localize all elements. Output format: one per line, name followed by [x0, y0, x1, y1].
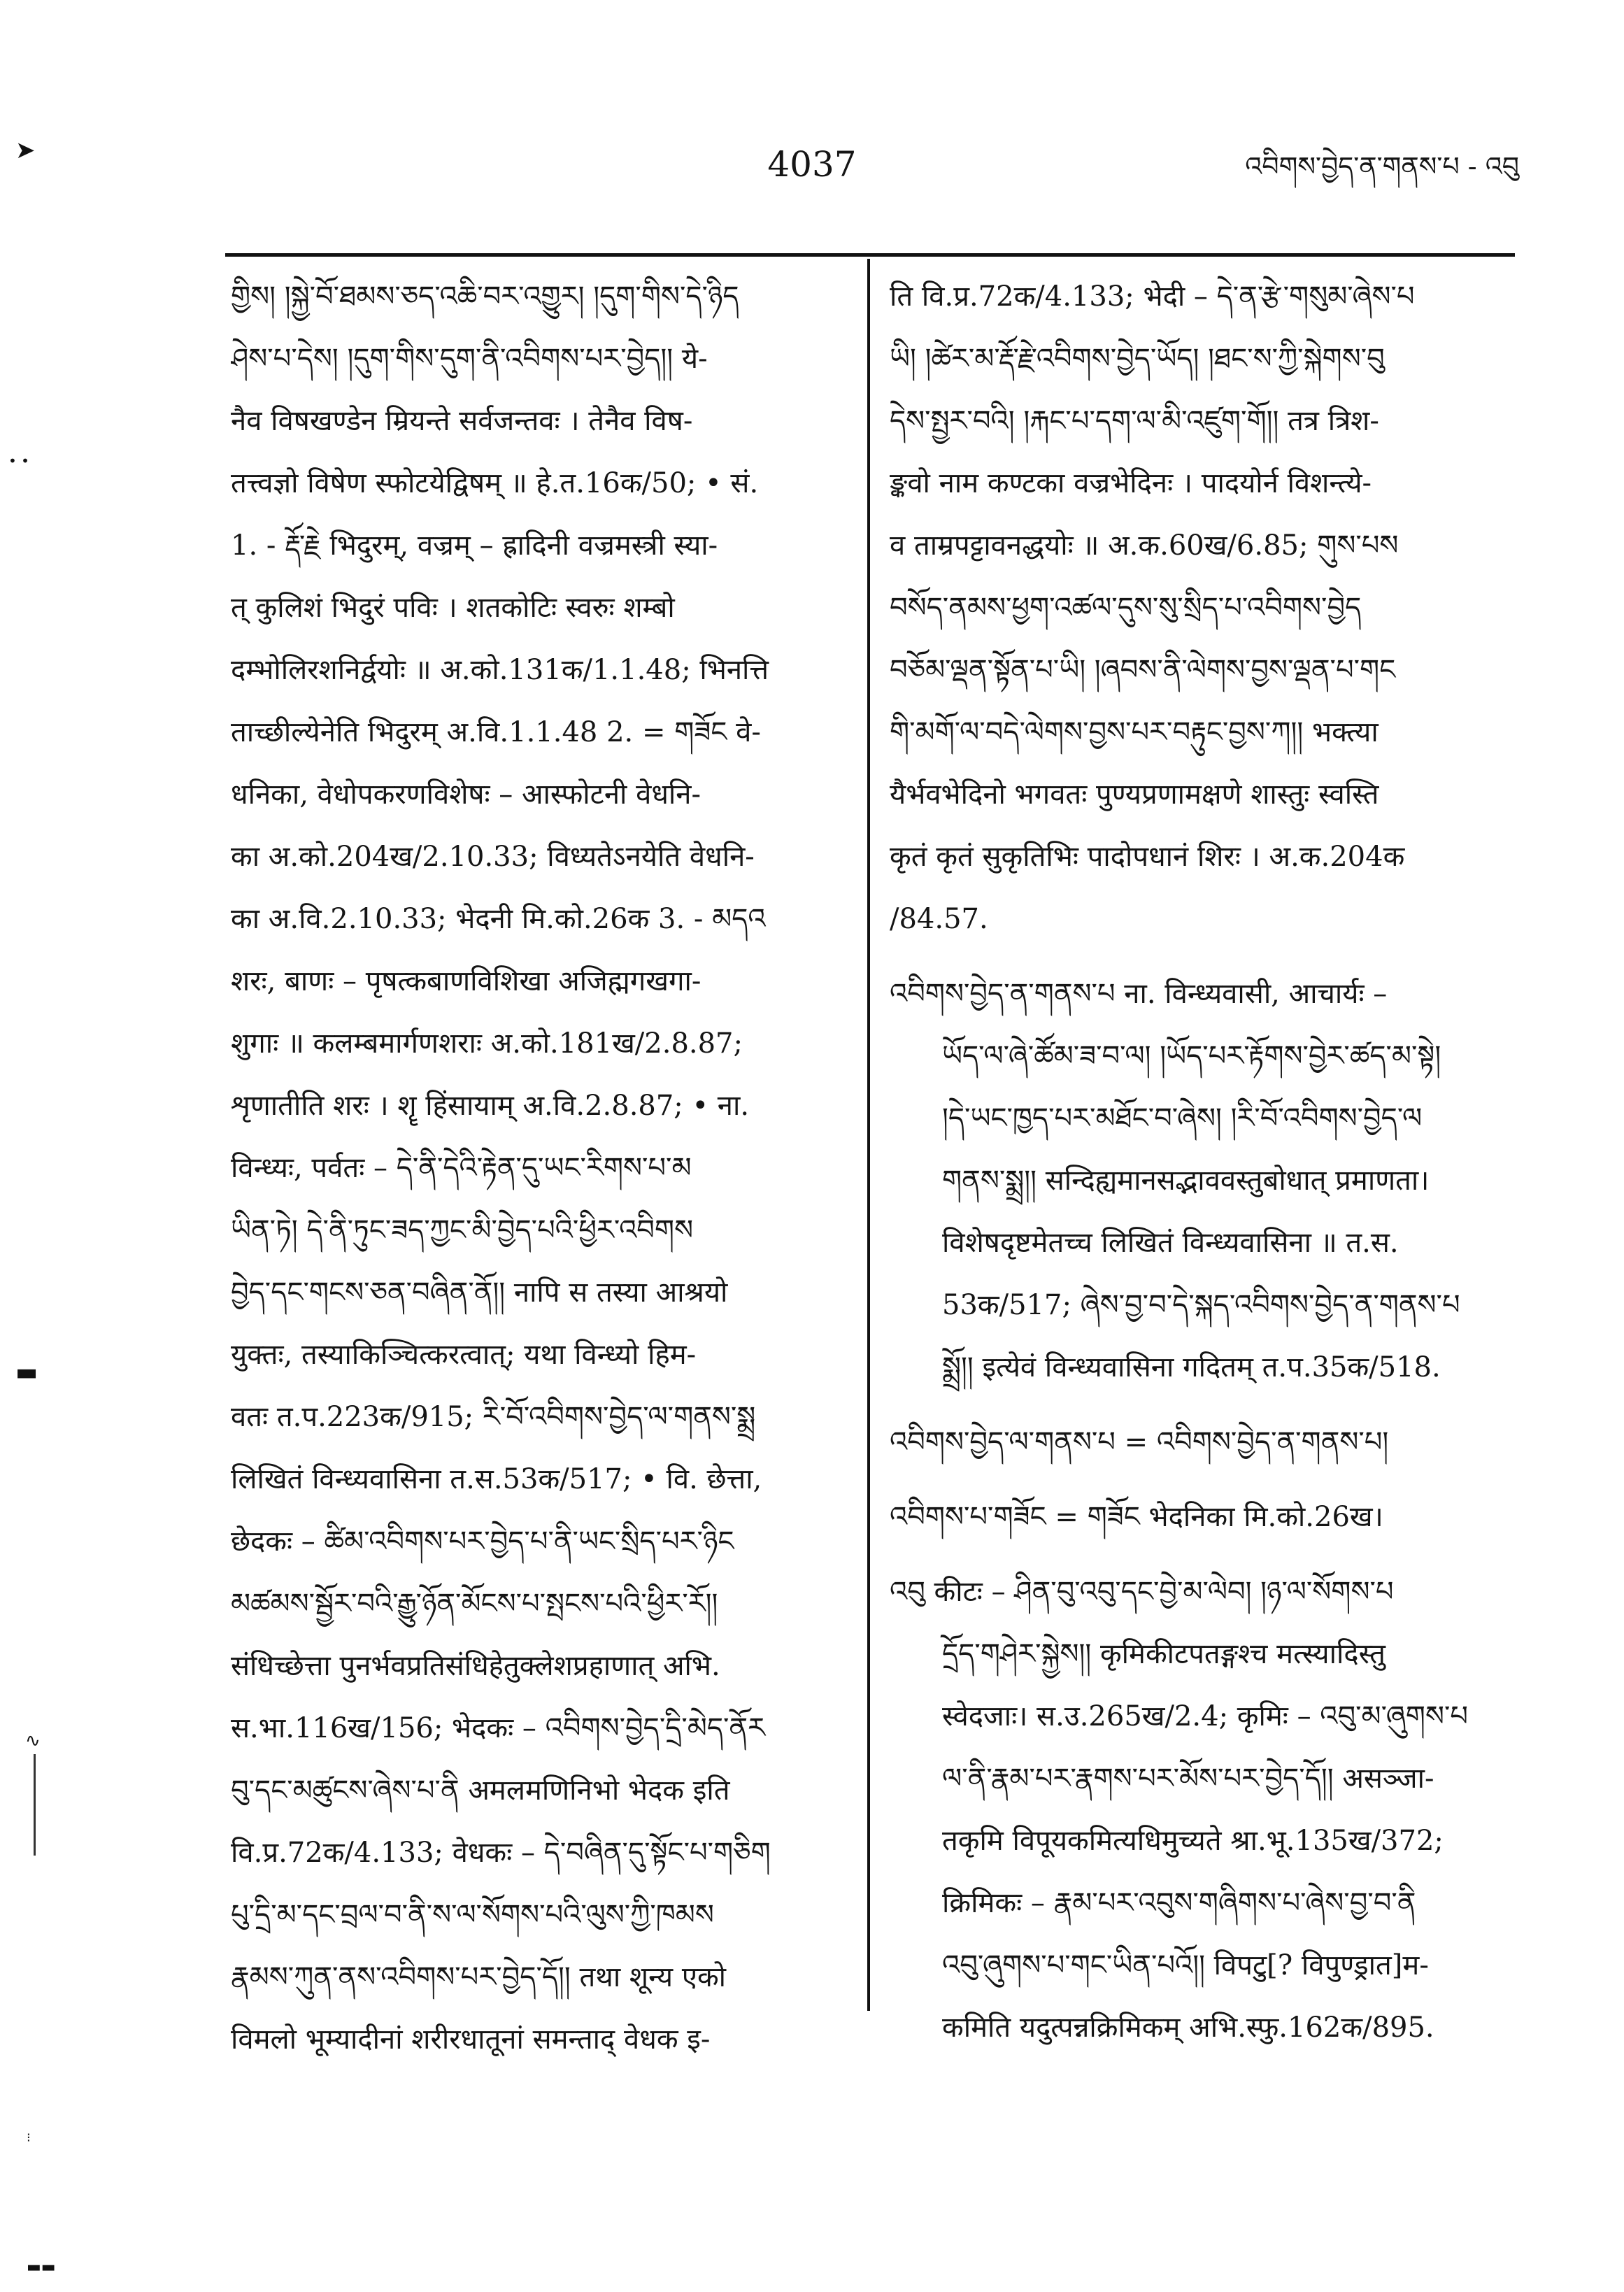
text-line: དེས་སྤྱར་བའི། །རྐང་པ་དག་ལ་མི་འཛུག་གོ།། तत्र त्रिश- — [890, 405, 1379, 437]
dots-mark: ⁝ — [27, 2130, 31, 2145]
bullet-mark: ▬ — [15, 1358, 38, 1386]
text-line: विशेषदृष्टमेतच्च लिखितं विन्ध्यवासिना ॥ त.स. — [942, 1227, 1399, 1259]
text-line: शरः, बाणः – पृषत्कबाणविशिखा अजिह्मगखगा- — [231, 965, 701, 997]
text-line: स्वेदजाः। स.उ.265ख/2.4; कृमिः – འབུ་མ་ཞུགས་པ — [942, 1700, 1469, 1732]
text-line: བསོད་ནམས་ཕྱག་འཚལ་དུས་སུ་སྲིད་པ་འབིགས་བྱེད — [890, 592, 1362, 624]
text-line: རྣམས་ཀུན་ནས་འབིགས་པར་བྱེད་དོ།། तथा शून्य एको — [231, 1961, 727, 1993]
text-line: འབུ་ཞུགས་པ་གང་ཡིན་པའོ།། विपटु[? विपुण्ड्रात]म- — [942, 1949, 1429, 1981]
text-line: གནས་སྨྲ།། सन्दिह्यमानसद्भाववस्तुबोधात् प्रमाणता। — [942, 1165, 1430, 1197]
column-divider — [867, 259, 870, 2011]
header-rule — [225, 253, 1515, 257]
dictionary-entry — [890, 963, 1491, 1399]
text-line: शुगाः ॥ कलम्बमार्गणशराः अ.को.181ख/2.8.87; — [231, 1027, 743, 1060]
dictionary-entry — [890, 1486, 1491, 1549]
text-line: कृतं कृतं सुकृतिभिः पादोपधानं शिरः । अ.क.204क — [890, 841, 1405, 873]
text-line: པུ་དྲི་མ་དང་བྲལ་བ་ནི་ས་ལ་སོགས་པའི་ལུས་ཀྱི་ཁམས — [231, 1899, 714, 1931]
text-line: ལ་ནི་རྣམ་པར་རྣགས་པར་མོས་པར་བྱེད་དོ།། असञ्जा- — [942, 1763, 1434, 1795]
text-line: तत्त्वज्ञो विषेण स्फोटयेद्विषम् ॥ हे.त.16क/50; • सं. — [231, 467, 759, 499]
dash-mark: ▬▬ — [27, 2258, 56, 2276]
text-line: གྱིས། །སྐྱེ་བོ་ཐམས་ཅད་འཆི་བར་འགྱུར། །དུག་གིས་དེ་ཉིད — [231, 280, 739, 313]
text-line: कमिति यदुत्पन्नक्रिमिकम् अभि.स्फु.162क/895. — [942, 2012, 1434, 2044]
text-line: 53क/517; ཞེས་བྱ་བ་དེ་སྐད་འབིགས་བྱེད་ན་གནས་པ — [942, 1289, 1460, 1321]
text-line: छेदकः – ཚིམ་འབིགས་པར་བྱེད་པ་ནི་ཡང་སྲིད་པར་ཉིང — [231, 1525, 734, 1558]
text-line: བུ་དང་མཚུངས་ཞེས་པ་ནི अमलमणिनिभो भेदक इति — [231, 1774, 730, 1807]
text-line: ཤེས་པ་དེས། །དུག་གིས་དུག་ནི་འབིགས་པར་བྱེད།། ये- — [231, 343, 708, 375]
text-line: विमलो भूम्यादीनां शरीरधातूनां समन्ताद् वेधक इ- — [231, 2023, 711, 2056]
text-line: व ताम्रपट्टावनद्धयोः ॥ अ.क.60ख/6.85; གུས་པས — [890, 529, 1399, 562]
text-line: यैर्भवभेदिनो भगवतः पुण्यप्रणामक्षणे शास्तुः स्वस्ति — [890, 778, 1379, 811]
text-line: /84.57. — [890, 903, 988, 935]
arrow-mark: ➤ — [15, 136, 36, 164]
text-line: तकृमि विपूयकमित्यधिमुच्यते श्रा.भू.135ख/372; — [942, 1825, 1444, 1857]
text-line: वतः त.प.223क/915; རི་བོ་འབིགས་བྱེད་ལ་གནས་སྨྲ — [231, 1401, 756, 1433]
text-line: त् कुलिशं भिदुरं पविः । शतकोटिः स्वरुः शम्बो — [231, 592, 675, 624]
dictionary-entry — [890, 1561, 1491, 2059]
text-line: བྱེད་དང་གངས་ཅན་བཞིན་ནོ།། नापि स तस्या आश्रयो — [231, 1276, 728, 1309]
text-line: སྨྲོ།། इत्येवं विन्ध्यवासिना गदितम् त.प.35क/518. — [942, 1351, 1441, 1383]
running-head: འབིགས་བྱེད་ན་གནས་པ - འབུ — [1245, 151, 1519, 182]
text-line: ङ्कवो नाम कण्टका वज्रभेदिनः । पादयोर्न विशन्त्ये- — [890, 467, 1372, 499]
text-line: शृणातीति शरः । शॄ हिंसायाम् अ.वि.2.8.87; • ना. — [231, 1090, 750, 1122]
text-line: ཡིན་ཏེ། དེ་ནི་ཏུང་ཟད་ཀྱང་མི་བྱེད་པའི་ཕྱིར་འབིགས — [231, 1214, 694, 1246]
text-line: धनिका, वेधोपकरणविशेषः – आस्फोटनी वेधनि- — [231, 778, 701, 811]
entry-gap — [890, 1474, 1491, 1486]
text-line: दम्भोलिरशनिर्द्वयोः ॥ अ.को.131क/1.1.48; भिनत्ति — [231, 654, 769, 686]
text-line: का अ.को.204ख/2.10.33; विध्यतेऽनयेति वेधनि- — [231, 841, 755, 873]
text-line: युक्तः, तस्याकिञ्चित्करत्वात्; यथा विन्ध्यो हिम- — [231, 1339, 697, 1371]
entry-headword-line: འབུ कीटः – ཤིན་བུ་འབུ་དང་བྱེ་མ་ལེབ། །ཉ་ལ་སོགས་པ — [890, 1576, 1394, 1608]
text-line: ताच्छील्येनेति भिदुरम् अ.वि.1.1.48 2. = གཟོང वे- — [231, 716, 761, 748]
text-line: ཡི། །ཚེར་མ་རྡོ་རྗེ་འབིགས་བྱེད་ཡོད། །ཐང་ས་ཀྱི་སྐེགས་བུ — [890, 343, 1385, 375]
text-line: མཚམས་སྦྱོར་བའི་རྒྱུ་ཉོན་མོངས་པ་སྤངས་པའི་ཕྱིར་རོ།། — [231, 1588, 718, 1620]
entry-gap — [890, 951, 1491, 963]
text-line: विन्ध्यः, पर्वतः – དེ་ནི་དེའི་རྟེན་དུ་ཡང་རིགས་པ་མ — [231, 1152, 692, 1184]
entry-headword-line: འབིགས་བྱེད་ལ་གནས་པ = འབིགས་བྱེད་ན་གནས་པ། — [890, 1426, 1389, 1458]
dictionary-entry — [890, 266, 1491, 951]
page-number: 4037 — [767, 144, 857, 185]
dictionary-entry — [890, 1411, 1491, 1474]
text-line: 1. - རྡོ་རྗེ भिदुरम्, वज्रम् – ह्रादिनी वज्रमस्त्री स्या- — [231, 529, 718, 562]
text-line: ཡོད་ལ་ཞེ་ཚོམ་ཟ་བ་ལ། །ཡོད་པར་རྟོགས་བྱེར་ཚད་མ་སྟེ། — [942, 1040, 1441, 1072]
text-line: संधिच्छेत्ता पुनर्भवप्रतिसंधिहेतुक्लेशप्रहाणात् अभि. — [231, 1650, 720, 1682]
right-column — [890, 266, 1491, 2059]
text-line: लिखितं विन्ध्यवासिना त.स.53क/517; • वि. छेत्ता, — [231, 1463, 762, 1495]
text-line: བཅོམ་ལྡན་སྟོན་པ་ཡི། །ཞབས་ནི་ལེགས་བྱས་ལྡན་པ་གང — [890, 654, 1396, 686]
left-column — [231, 266, 839, 2071]
entry-headword-line: འབིགས་པ་གཟོང = གཟོང भेदनिका मि.को.26ख। — [890, 1501, 1383, 1533]
entry-gap — [890, 1549, 1491, 1561]
wave-mark: ∿ — [25, 1730, 41, 1751]
text-line: नैव विषखण्डेन म्रियन्ते सर्वजन्तवः । तेनैव विष- — [231, 405, 693, 437]
text-line: དྲོད་གཤེར་སྐྱེས།། कृमिकीटपतङ्गश्च मत्स्यादिस्तु — [942, 1638, 1386, 1670]
entry-gap — [890, 1399, 1491, 1411]
tick-mark — [34, 1754, 36, 1856]
dots-mark: • • — [8, 453, 29, 469]
text-line: वि.प्र.72क/4.133; वेधकः – དེ་བཞིན་དུ་སྟོང་པ་གཅིག — [231, 1837, 771, 1869]
text-line: ति वि.प्र.72क/4.133; भेदी – དེ་ན་རྩེ་གསུམ་ཞེས་པ — [890, 280, 1415, 313]
text-line: स.भा.116ख/156; भेदकः – འབིགས་བྱེད་དྲི་མེད་ནོར — [231, 1712, 766, 1744]
entry-headword-line: འབིགས་བྱེད་ན་གནས་པ ना. विन्ध्यवासी, आचार्यः – — [890, 978, 1388, 1010]
text-line: །དེ་ཡང་ཁྱད་པར་མཐོང་བ་ཞེས། །རི་བོ་འབིགས་བྱེད་ལ — [942, 1102, 1423, 1134]
text-line: का अ.वि.2.10.33; भेदनी मि.को.26क 3. - མདའ — [231, 903, 766, 935]
text-line: क्रिमिकः – རྣམ་པར་འབུས་གཞིགས་པ་ཞེས་བྱ་བ་ནི — [942, 1887, 1416, 1919]
text-line: གི་མགོ་ལ་བདེ་ལེགས་བྱས་པར་བརྟུང་བྱས་ཀ།། भक्त्या — [890, 716, 1379, 748]
